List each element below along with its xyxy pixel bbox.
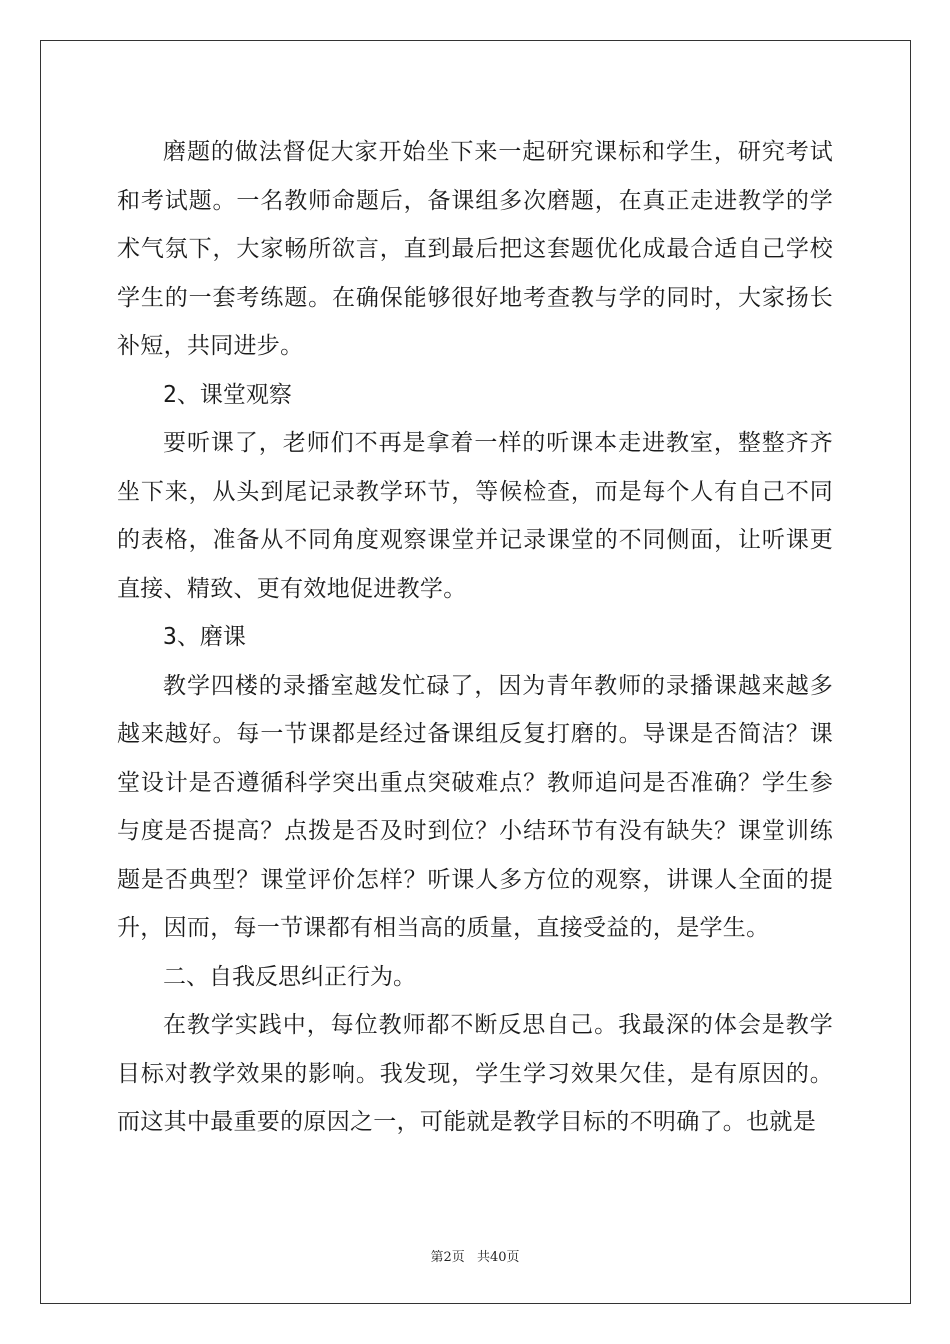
section-heading: 3、磨课 [163,624,246,650]
section-heading: 二、自我反思纠正行为。 [163,963,416,990]
page-footer [0,1246,950,1265]
paragraph: 磨题的做法督促大家开始坐下来一起研究课标和学生，研究考试和考试题。一名教师命题后，备课组多次磨题，在真正走进教学的学术气氛下，大家畅所欲言，直到最后把这套题优化成最合适自己学校学生的一套考练题。在确保能够很好地考查教与学的同时，大家扬长补短，共同进步。 [117,139,833,359]
section-heading: 2、课堂观察 [163,381,292,408]
page-number: 第2页 [430,1250,465,1265]
paragraph: 要听课了，老师们不再是拿着一样的听课本走进教室，整整齐齐坐下来，从头到尾记录教学环节，等候检查，而是每个人有自己不同的表格，准备从不同角度观察课堂并记录课堂的不同侧面，让听课更直接、精致、更有效地促进教学。 [117,430,833,602]
document-body [117,128,833,1147]
paragraph: 教学四楼的录播室越发忙碌了，因为青年教师的录播课越来越多越来越好。每一节课都是经过备课组反复打磨的。导课是否简洁？课堂设计是否遵循科学突出重点突破难点？教师追问是否准确？学生参与度是否提高？点拨是否及时到位？小结环节有没有缺失？课堂训练题是否典型？课堂评价怎样？听课人多方位的观察，讲课人全面的提升，因而，每一节课都有相当高的质量，直接受益的，是学生。 [117,672,833,941]
page-total: 共40页 [476,1250,520,1265]
paragraph: 在教学实践中，每位教师都不断反思自己。我最深的体会是教学目标对教学效果的影响。我发现，学生学习效果欠佳，是有原因的。而这其中最重要的原因之一，可能就是教学目标的不明确了。也就是 [117,1012,833,1135]
